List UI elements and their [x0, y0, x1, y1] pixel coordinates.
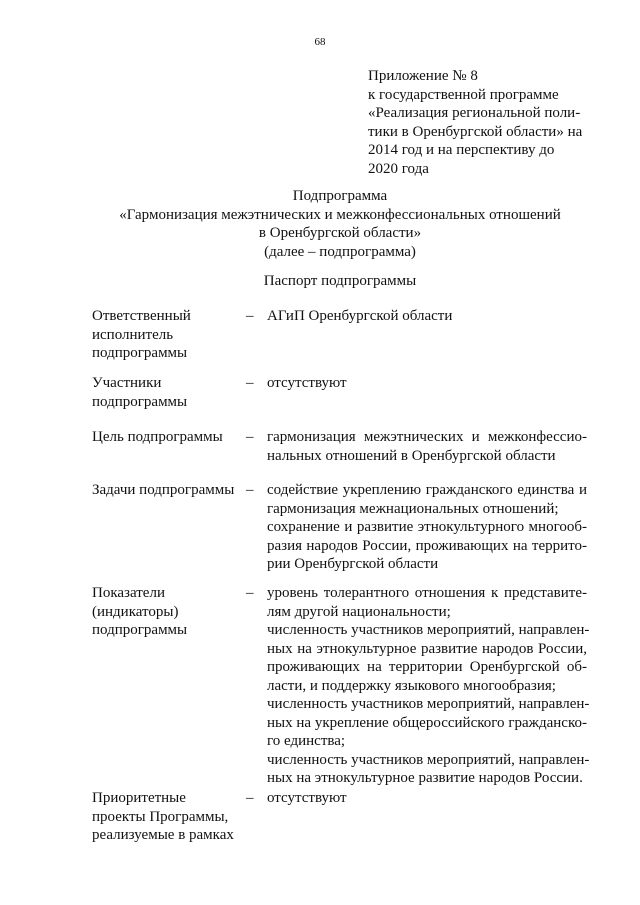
value-line: уровень толерантного отношения к представите-	[267, 585, 587, 601]
appendix-line: 2014 год и на перспективу до	[368, 142, 555, 158]
subprogram-name: в Оренбургской области»	[258, 225, 422, 241]
label-line: подпрограммы	[92, 393, 188, 410]
appendix-line: 2020 года	[368, 160, 429, 177]
label-line: реализуемые в рамках	[92, 827, 234, 843]
label-line: Цель подпрограммы	[92, 429, 223, 445]
row-label-priority-projects	[92, 789, 242, 845]
page-number: 68	[314, 36, 326, 48]
value-line: го единства;	[267, 733, 346, 749]
label-line: Участники	[92, 375, 162, 391]
subprogram-title	[90, 187, 590, 261]
appendix-line: тики в Оренбургской области» на	[368, 123, 583, 140]
label-line: Задачи подпрограммы	[92, 482, 235, 498]
value-line: АГиП Оренбургской области	[267, 308, 453, 324]
value-line: гармонизация межнациональных отношений;	[267, 500, 559, 517]
row-label-responsible	[92, 307, 242, 363]
appendix-header	[368, 67, 598, 178]
row-dash: –	[246, 375, 254, 391]
subprogram-note: (далее – подпрограмма)	[264, 243, 416, 260]
label-line: Ответственный	[92, 308, 191, 324]
passport-title: Паспорт подпрограммы	[263, 273, 417, 289]
row-label-tasks	[92, 481, 242, 500]
row-dash: –	[246, 585, 254, 601]
value-line: сохранение и развитие этнокультурного многооб-	[267, 519, 587, 535]
value-line: содействие укреплению гражданского единства и	[267, 482, 587, 498]
row-value-responsible	[267, 307, 587, 326]
row-value-goal	[267, 428, 587, 465]
subprogram-name: «Гармонизация межэтнических и межконфессиональных отношений	[119, 206, 561, 223]
value-line: ных на этнокультурное развитие народов России.	[267, 770, 583, 786]
row-dash: –	[246, 308, 254, 324]
value-line: отсутствуют	[267, 375, 347, 391]
row-label-participants	[92, 374, 242, 411]
row-value-indicators	[267, 584, 590, 788]
value-line: нальных отношений в Оренбургской области	[267, 447, 556, 464]
label-line: (индикаторы)	[92, 603, 179, 620]
row-value-priority-projects	[267, 789, 587, 808]
label-line: подпрограммы	[92, 345, 188, 361]
appendix-line: «Реализация региональной поли-	[368, 105, 581, 121]
value-line: численность участников мероприятий, направлен-	[267, 622, 590, 638]
row-value-participants	[267, 374, 587, 393]
value-line: разия народов России, проживающих на террито-	[267, 537, 587, 554]
value-line: ласти, и поддержку языкового многообразия;	[267, 677, 556, 694]
value-line: рии Оренбургской области	[267, 556, 439, 572]
label-line: Приоритетные	[92, 790, 186, 806]
appendix-line: Приложение № 8	[368, 68, 478, 84]
appendix-line: к государственной программе	[368, 86, 559, 103]
value-line: гармонизация межэтнических и межконфессио-	[267, 429, 587, 445]
value-line: отсутствуют	[267, 790, 347, 806]
value-line: ных на укрепление общероссийского гражданско-	[267, 714, 587, 731]
label-line: проекты Программы,	[92, 808, 229, 825]
value-line: ных на этнокультурное развитие народов России,	[267, 640, 587, 657]
value-line: численность участников мероприятий, направлен-	[267, 696, 590, 712]
row-dash: –	[246, 790, 254, 806]
row-label-goal	[92, 428, 242, 447]
row-dash: –	[246, 429, 254, 445]
value-line: проживающих на территории Оренбургской об-	[267, 659, 587, 675]
label-line: исполнитель	[92, 326, 174, 343]
row-value-tasks	[267, 481, 587, 574]
row-dash: –	[246, 482, 254, 498]
row-label-indicators	[92, 584, 242, 640]
value-line: лям другой национальности;	[267, 603, 451, 620]
value-line: численность участников мероприятий, направлен-	[267, 751, 590, 768]
subprogram-heading: Подпрограмма	[292, 188, 388, 204]
label-line: подпрограммы	[92, 622, 188, 638]
label-line: Показатели	[92, 585, 165, 601]
